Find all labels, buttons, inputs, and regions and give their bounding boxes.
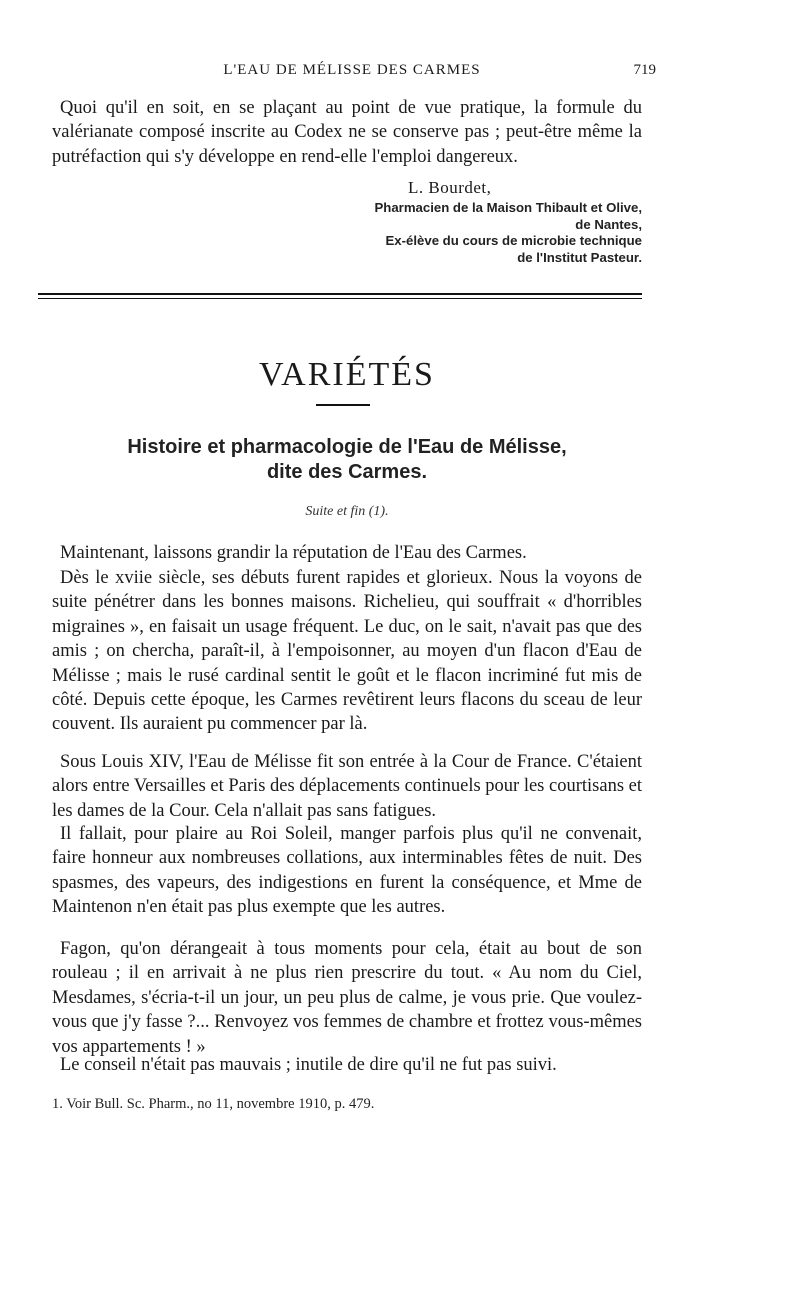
body-paragraph: Sous Louis XIV, l'Eau de Mélisse fit son entrée à la Cour de France. C'étaient alors entre Versailles et Paris des déplacements continuels pour les courtisans et les dames de la Cour. Cela n'allait pas sans fatigues. <box>52 752 642 821</box>
running-title: L'EAU DE MÉLISSE DES CARMES <box>223 62 481 78</box>
signature-line: de Nantes, <box>575 216 642 232</box>
body-paragraph: Le conseil n'était pas mauvais ; inutile de dire qu'il ne fut pas suivi. <box>60 1055 557 1075</box>
signature-name: L. Bourdet, <box>408 178 492 197</box>
article-title-line-1: Histoire et pharmacologie de l'Eau de Mélisse, <box>127 436 567 458</box>
footnote: 1. Voir Bull. Sc. Pharm., no 11, novembre 1910, p. 479. <box>52 1096 375 1112</box>
section-divider-thin <box>38 298 642 299</box>
signature-block <box>310 200 642 266</box>
article-title <box>52 435 642 485</box>
body-paragraph: Il fallait, pour plaire au Roi Soleil, manger parfois plus qu'il ne convenait, faire honneur aux nombreuses collations, aux interminables fêtes de nuit. Des spasmes, des vapeurs, des indigestions en furent la conséquence, et Mme de Maintenon n'en était pas plus exempte que les autres. <box>52 824 642 918</box>
article-title-line-2: dite des Carmes. <box>266 461 428 483</box>
title-underline <box>316 404 370 406</box>
body-paragraph: Maintenant, laissons grandir la réputation de l'Eau des Carmes. <box>60 543 527 563</box>
article-subtitle: Suite et fin (1). <box>305 504 389 519</box>
section-title: VARIÉTÉS <box>259 356 435 393</box>
signature-line: Ex-élève du cours de microbie technique <box>385 233 642 248</box>
body-paragraph: Dès le xviie siècle, ses débuts furent rapides et glorieux. Nous la voyons de suite pénétrer dans les bonnes maisons. Richelieu, qui souffrait « d'horribles migraines », en faisait un usage fréquent. Le duc, on le sait, n'avait pas que des amis ; on chercha, paraît-il, à l'empoisonner, au moyen d'un flacon d'Eau de Mélisse ; mais le rusé cardinal sentit le goût et le flacon incriminé fut mis de côté. Depuis cette époque, les Carmes revêtirent leurs flacons du sceau de leur couvent. Ils auraient pu commencer par là. <box>52 568 642 735</box>
running-header <box>52 62 656 86</box>
section-divider-thick <box>38 293 642 295</box>
signature-line: de l'Institut Pasteur. <box>517 249 642 265</box>
intro-paragraph: Quoi qu'il en soit, en se plaçant au point de vue pratique, la formule du valérianate composé inscrite au Codex ne se conserve pas ; peut-être même la putréfaction qui s'y développe en rend-elle l'emploi dangereux. <box>52 98 642 167</box>
body-paragraph: Fagon, qu'on dérangeait à tous moments pour cela, était au bout de son rouleau ; il en arrivait à ne plus rien prescrire du tout. « Au nom du Ciel, Mesdames, s'écria-t-il un jour, un peu plus de calme, je vous prie. Que voulez-vous que j'y fasse ?... Renvoyez vos femmes de chambre et frottez vous-mêmes vos appartements ! » <box>52 939 642 1057</box>
page-number: 719 <box>633 62 656 78</box>
signature-line: Pharmacien de la Maison Thibault et Olive, <box>374 200 642 215</box>
